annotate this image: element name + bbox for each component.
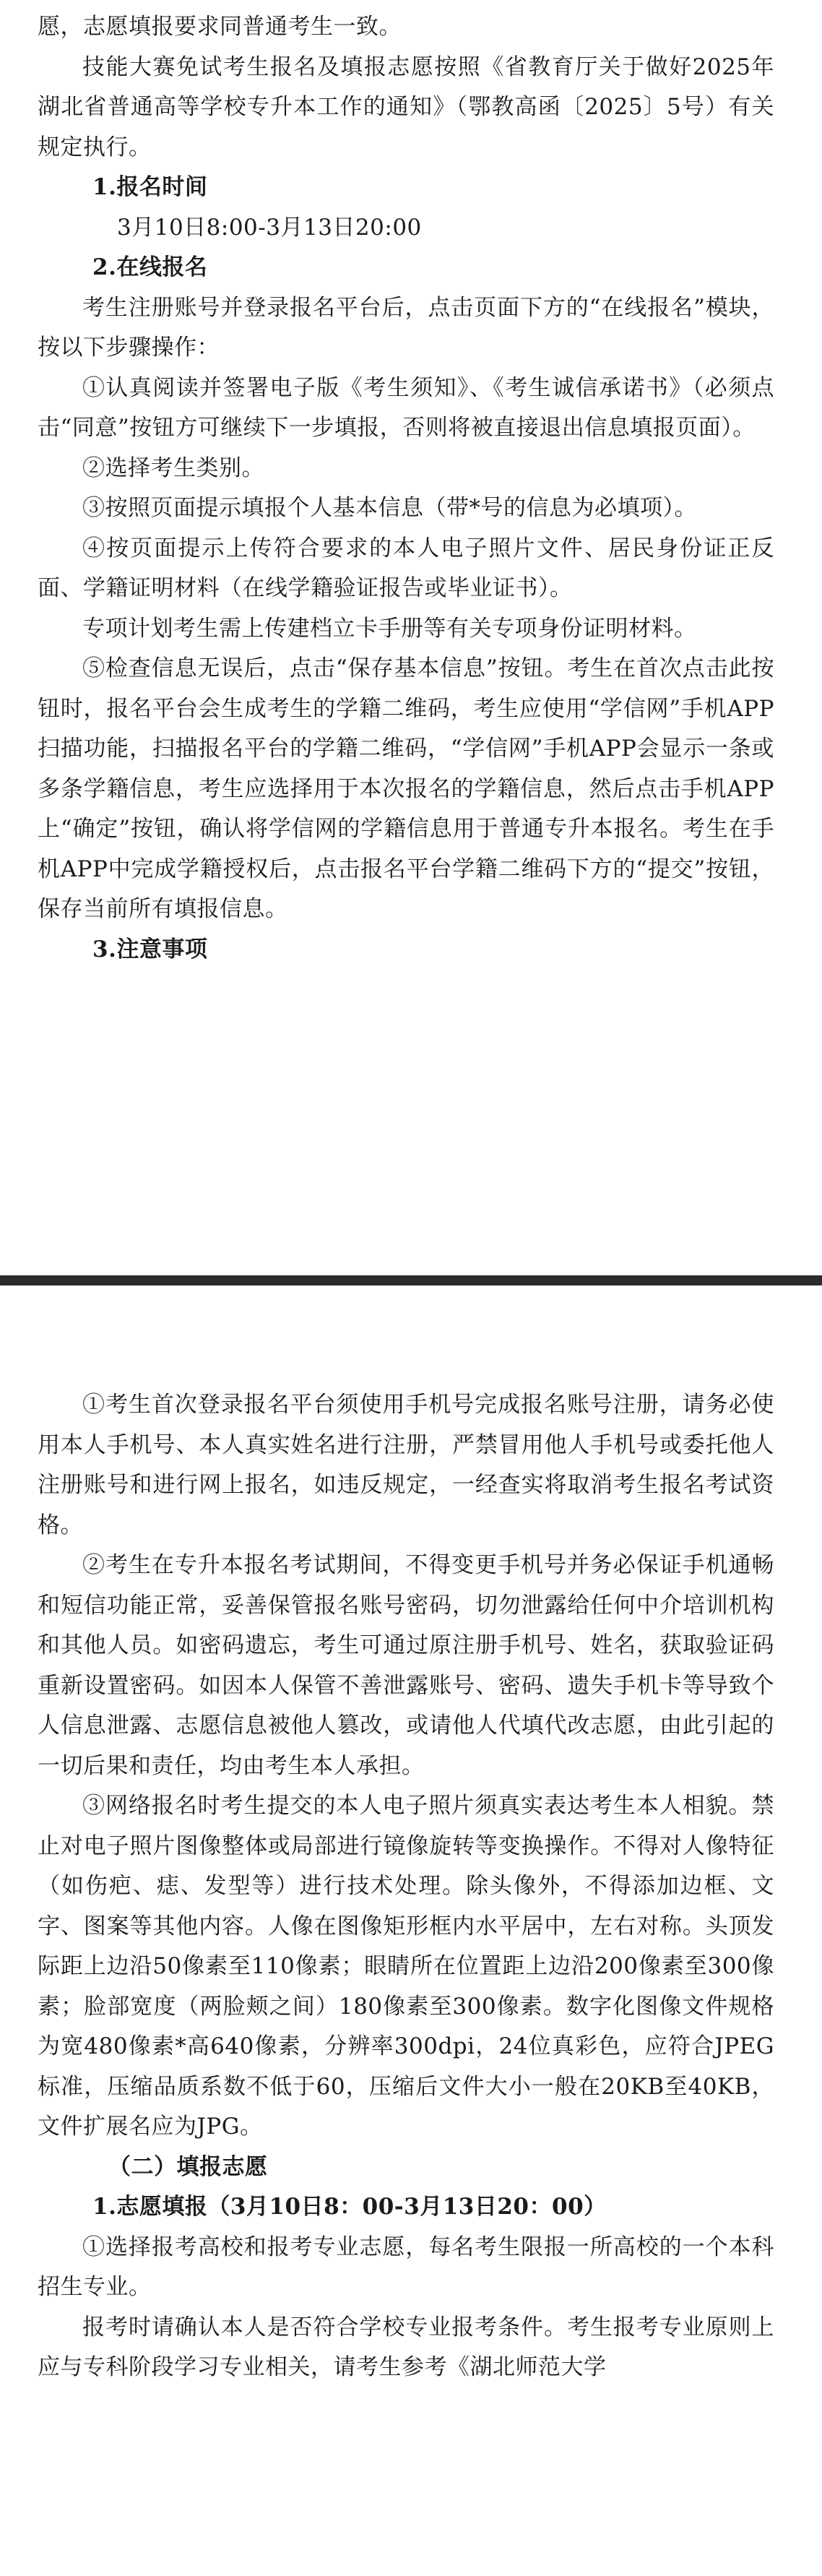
paragraph: 愿，志愿填报要求同普通考生一致。: [38, 14, 402, 40]
paragraph: ①选择报考高校和报考专业志愿，每名考生限报一所高校的一个本科招生专业。: [38, 2233, 774, 2300]
document-page-1: [0, 0, 822, 1275]
paragraph: ①认真阅读并签署电子版《考生须知》、《考生诚信承诺书》（必须点击“同意”按钮方可继续下一步填报，否则将被直接退出信息填报页面）。: [38, 374, 774, 441]
paragraph: ⑤检查信息无误后，点击“保存基本信息”按钮。考生在首次点击此按钮时，报名平台会生成考生的学籍二维码，考生应使用“学信网”手机APP扫描功能，扫描报名平台的学籍二维码，“学信网”手机APP会显示一条或多条学籍信息，考生应选择用于本次报名的学籍信息，然后点击手机APP上“确定”按钮，确认将学信网的学籍信息用于普通专升本报名。考生在手机APP中完成学籍授权后，点击报名平台学籍二维码下方的“提交”按钮，保存当前所有填报信息。: [38, 655, 774, 922]
page-2-body: [38, 1385, 774, 2388]
paragraph: 专项计划考生需上传建档立卡手册等有关专项身份证明材料。: [82, 615, 697, 642]
paragraph: ③按照页面提示填报个人基本信息（带*号的信息为必填项）。: [82, 495, 697, 521]
page-separator: [0, 1275, 822, 1285]
paragraph: ①考生首次登录报名平台须使用手机号完成报名账号注册，请务必使用本人手机号、本人真实姓名进行注册，严禁冒用他人手机号或委托他人注册账号和进行网上报名，如违反规定，一经查实将取消考生报名考试资格。: [38, 1392, 774, 1538]
heading-online-registration: 2.在线报名: [92, 254, 208, 280]
paragraph: ②考生在专升本报名考试期间，不得变更手机号并务必保证手机通畅和短信功能正常，妥善保管报名账号密码，切勿泄露给任何中介培训机构和其他人员。如密码遗忘，考生可通过原注册手机号、姓名，获取验证码重新设置密码。如因本人保管不善泄露账号、密码、遗失手机卡等导致个人信息泄露、志愿信息被他人篡改，或请他人代填代改志愿，由此引起的一切后果和责任，均由考生本人承担。: [38, 1552, 774, 1779]
paragraph: ④按页面提示上传符合要求的本人电子照片文件、居民身份证正反面、学籍证明材料（在线学籍验证报告或毕业证书）。: [38, 535, 774, 601]
heading-notes: 3.注意事项: [92, 936, 208, 962]
heading-preference-filling: 1.志愿填报（3月10日8：00-3月13日20：00）: [92, 2194, 607, 2220]
heading-registration-time: 1.报名时间: [92, 174, 208, 200]
page-1-body: [38, 7, 774, 970]
section-heading-fill-preferences: （二）填报志愿: [108, 2153, 268, 2180]
registration-time-value: 3月10日8:00-3月13日20:00: [117, 214, 422, 241]
document-page-2: [0, 1285, 822, 2576]
paragraph: 技能大赛免试考生报名及填报志愿按照《省教育厅关于做好2025年湖北省普通高等学校专升本工作的通知》（鄂教高函〔2025〕5号）有关规定执行。: [38, 53, 774, 160]
paragraph: ②选择考生类别。: [82, 455, 264, 481]
paragraph: 报考时请确认本人是否符合学校专业报考条件。考生报考专业原则上应与专科阶段学习专业相关，请考生参考《湖北师范大学: [38, 2314, 774, 2380]
paragraph: 考生注册账号并登录报名平台后，点击页面下方的“在线报名”模块，按以下步骤操作：: [38, 294, 774, 361]
paragraph: ③网络报名时考生提交的本人电子照片须真实表达考生本人相貌。禁止对电子照片图像整体或局部进行镜像旋转等变换操作。不得对人像特征（如伤疤、痣、发型等）进行技术处理。除头像外，不得添加边框、文字、图案等其他内容。人像在图像矩形框内水平居中，左右对称。头顶发际距上边沿50像素至110像素；眼睛所在位置距上边沿200像素至300像素；脸部宽度（两脸颊之间）180像素至300像素。数字化图像文件规格为宽480像素*高640像素，分辨率300dpi，24位真彩色，应符合JPEG标准，压缩品质系数不低于60，压缩后文件大小一般在20KB至40KB，文件扩展名应为JPG。: [38, 1793, 774, 2140]
